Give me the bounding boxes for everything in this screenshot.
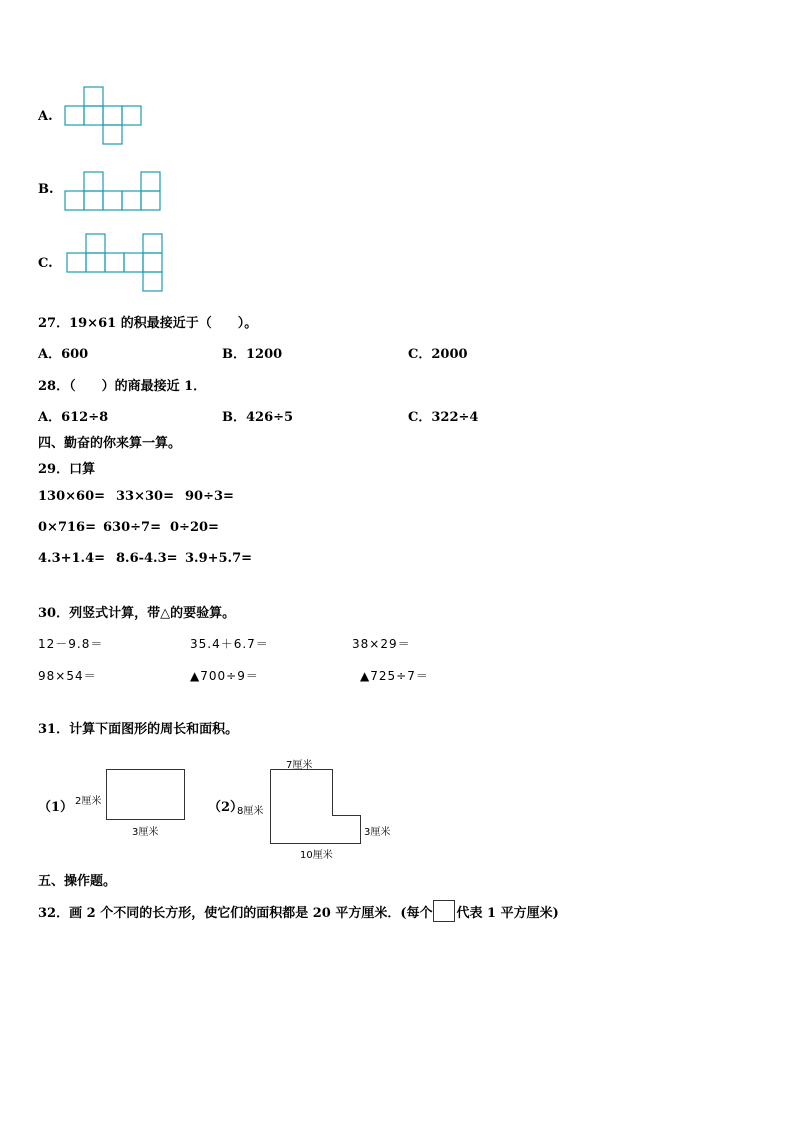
figure-1-width-label: 3厘米 bbox=[132, 827, 159, 838]
vertical-calc-item: ▲725÷7＝ bbox=[360, 669, 429, 683]
cube-net-a bbox=[65, 87, 143, 145]
oral-calc-item: 130×60= bbox=[38, 489, 106, 504]
option-a-label: A. bbox=[38, 109, 53, 124]
figure-2-left-label: 8厘米 bbox=[237, 806, 264, 817]
vertical-calc-item: 12－9.8＝ bbox=[38, 637, 104, 651]
oral-calc-item: 90÷3= bbox=[185, 489, 234, 504]
question-32 bbox=[38, 900, 559, 922]
q27-option-c: C．2000 bbox=[408, 347, 468, 362]
question-29: 29．口算 bbox=[38, 462, 96, 477]
vertical-calc-item: ▲700÷9＝ bbox=[190, 669, 259, 683]
question-27: 27．19×61 的积最接近于（ ）。 bbox=[38, 316, 258, 331]
figure-2-top-label: 7厘米 bbox=[286, 760, 313, 771]
question-31: 31．计算下面图形的周长和面积。 bbox=[38, 722, 239, 737]
question-32-text-before: 32．画 2 个不同的长方形，使它们的面积都是 20 平方厘米．(每个 bbox=[38, 906, 433, 921]
oral-calc-item: 8.6-4.3= bbox=[116, 551, 178, 566]
q27-option-b: B．1200 bbox=[222, 347, 283, 362]
option-c-label: C. bbox=[38, 256, 53, 271]
oral-calc-item: 0÷20= bbox=[170, 520, 219, 535]
question-28: 28．（ ）的商最接近 1． bbox=[38, 379, 207, 394]
figure-2-right-label: 3厘米 bbox=[364, 827, 391, 838]
q28-option-a: A．612÷8 bbox=[38, 410, 109, 425]
question-32-text-after: 代表 1 平方厘米) bbox=[456, 906, 559, 921]
oral-calc-item: 0×716= bbox=[38, 520, 96, 535]
figure-1-height-label: 2厘米 bbox=[75, 796, 102, 807]
vertical-calc-item: 98×54＝ bbox=[38, 669, 97, 683]
figure-2-bottom-label: 10厘米 bbox=[300, 850, 333, 861]
q28-option-b: B．426÷5 bbox=[222, 410, 294, 425]
oral-calc-item: 33×30= bbox=[116, 489, 174, 504]
oral-calc-item: 630÷7= bbox=[103, 520, 161, 535]
rectangle-figure-1 bbox=[106, 769, 186, 821]
section-4-title: 四、勤奋的你来算一算。 bbox=[38, 436, 182, 451]
figure-1-label: （1） bbox=[38, 800, 74, 815]
question-30: 30．列竖式计算，带△的要验算。 bbox=[38, 606, 236, 621]
q27-option-a: A．600 bbox=[38, 347, 89, 362]
figure-2-label: （2） bbox=[208, 800, 244, 815]
oral-calc-item: 3.9+5.7= bbox=[185, 551, 253, 566]
oral-calc-item: 4.3+1.4= bbox=[38, 551, 106, 566]
vertical-calc-item: 38×29＝ bbox=[352, 637, 411, 651]
l-shape-figure-2 bbox=[270, 769, 362, 845]
cube-net-b bbox=[65, 172, 162, 212]
q28-option-c: C．322÷4 bbox=[408, 410, 479, 425]
section-5-title: 五、操作题。 bbox=[38, 874, 117, 889]
cube-net-c bbox=[67, 234, 164, 292]
option-b-label: B. bbox=[38, 182, 54, 197]
unit-square-icon bbox=[433, 900, 455, 922]
vertical-calc-item: 35.4＋6.7＝ bbox=[190, 637, 269, 651]
